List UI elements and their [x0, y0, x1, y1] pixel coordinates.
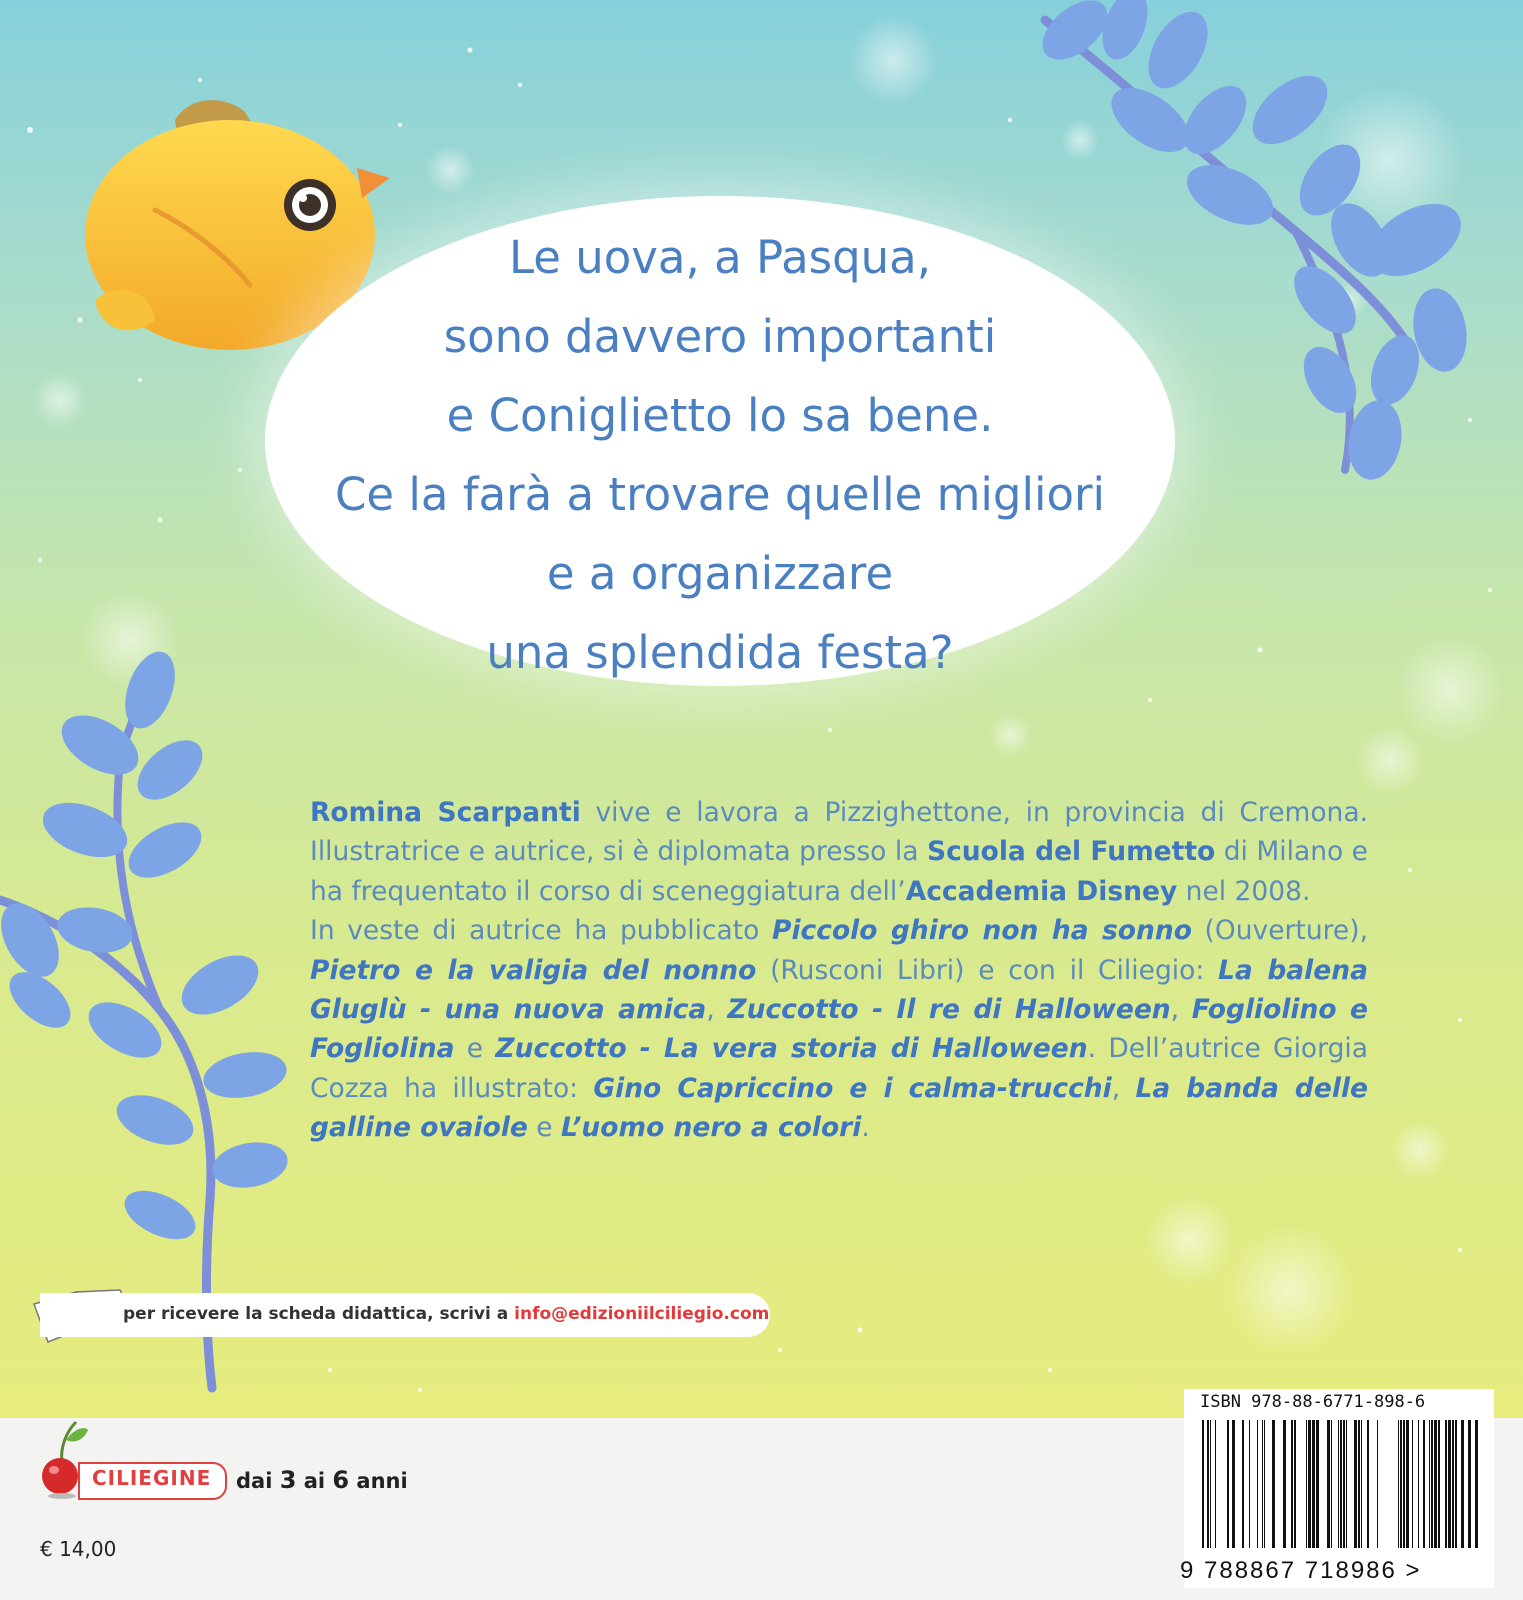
book-title: Pietro e la valigia del nonno [310, 954, 757, 986]
bio-text: . Dell’autrice Giorgia Cozza ha illustrato: [310, 1033, 1369, 1104]
age-max: 6 [332, 1466, 350, 1494]
book-title: Gino Capriccino e i calma-trucchi [593, 1072, 1112, 1104]
age-range [236, 1466, 408, 1494]
academy-name: Accademia Disney [905, 875, 1178, 907]
barcode-bar [1400, 1420, 1402, 1548]
age-min: 3 [279, 1466, 297, 1494]
barcode-bar [1232, 1420, 1235, 1548]
bio-paragraph-1 [310, 793, 1368, 911]
book-title: Piccolo ghiro non ha sonno [772, 915, 1192, 947]
barcode-bar [1423, 1420, 1425, 1548]
barcode-bar [1367, 1420, 1369, 1548]
barcode-bar [1398, 1420, 1399, 1548]
isbn-label: ISBN 978-88-6771-898-6 [1200, 1392, 1426, 1412]
book-title: La banda delle galline ovaiole [310, 1072, 1369, 1144]
barcode-bar [1406, 1420, 1409, 1548]
barcode-bar [1283, 1420, 1286, 1548]
barcode-bar [1354, 1420, 1357, 1548]
barcode-bar [1257, 1420, 1258, 1548]
bio-text: , [1170, 994, 1192, 1026]
barcode-bar [1327, 1420, 1330, 1548]
book-title: La balena Gluglù - una nuova amica [310, 954, 1368, 1026]
barcode-bar [1210, 1420, 1211, 1548]
bio-text: . [861, 1112, 870, 1144]
barcode-bar [1448, 1420, 1451, 1548]
barcode-bar [1262, 1420, 1263, 1548]
barcode-bar [1377, 1420, 1378, 1548]
barcode-bar [1242, 1420, 1244, 1548]
barcode-bar [1455, 1420, 1457, 1548]
barcode-bar [1227, 1420, 1229, 1548]
barcode-bar [1412, 1420, 1413, 1548]
school-name: Scuola del Fumetto [926, 836, 1216, 868]
barcode-bar [1438, 1420, 1440, 1548]
barcode-bar [1358, 1420, 1360, 1548]
series-name: CILIEGINE [92, 1466, 212, 1490]
barcode-bar [1343, 1420, 1345, 1548]
author-name: Romina Scarpanti [310, 797, 581, 828]
barcode-bar [1264, 1420, 1265, 1548]
ean-number: 9 788867 718986 > [1180, 1557, 1422, 1584]
barcode-bar [1308, 1420, 1311, 1548]
barcode-bar [1461, 1420, 1464, 1548]
bio-text: di Milano e ha frequentato il corso di sceneggiatura dell’ [310, 836, 1368, 907]
barcode-bar [1338, 1420, 1339, 1548]
book-title: L’uomo nero a colori [561, 1112, 862, 1144]
age-text: anni [349, 1469, 408, 1493]
bio-text: e [527, 1112, 562, 1144]
leaf-branch-left [0, 645, 291, 1388]
barcode-bar [1272, 1420, 1275, 1548]
barcode-bar [1331, 1420, 1332, 1548]
bio-text: (Ouverture), [1191, 915, 1368, 947]
barcode-bar [1418, 1420, 1419, 1548]
barcode-bar [1340, 1420, 1342, 1548]
bio-text: nel 2008. [1177, 875, 1311, 907]
age-text: ai [296, 1469, 333, 1493]
bio-text: , [706, 994, 728, 1026]
book-title: Fogliolino e Fogliolina [310, 994, 1368, 1065]
barcode-bar [1291, 1420, 1293, 1548]
bio-text: In veste di autrice ha pubblicato [310, 915, 773, 947]
contact-text: per ricevere la scheda didattica, scrivi a [123, 1304, 515, 1324]
bio-paragraph-2 [310, 911, 1368, 1147]
age-text: dai [236, 1469, 280, 1493]
barcode-bar [1429, 1420, 1430, 1548]
price: € 14,00 [40, 1537, 117, 1561]
barcode-bar [1207, 1420, 1209, 1548]
barcode-bar [1346, 1420, 1347, 1548]
barcode-bar [1403, 1420, 1405, 1548]
blurb-text [320, 218, 1120, 692]
barcode-bar [1434, 1420, 1437, 1548]
bio-text: e [454, 1033, 496, 1065]
barcode-bar [1294, 1420, 1296, 1548]
barcode-bar [1431, 1420, 1433, 1548]
bio-text: vive e lavora a Pizzighettone, in provincia di Cremona. Illustratrice e autrice, si è diplomata presso la [310, 797, 1368, 868]
barcode-bar [1306, 1420, 1307, 1548]
bio-text: , [1111, 1072, 1136, 1104]
blurb-line: sono davvero importanti [443, 310, 997, 363]
barcode-bar [1452, 1420, 1454, 1548]
barcode [1198, 1420, 1488, 1555]
barcode-bar [1316, 1420, 1319, 1548]
barcode-bar [1202, 1420, 1204, 1548]
barcode-bar [1312, 1420, 1315, 1548]
contact-email-link[interactable]: info@edizioniilciliegio.com [514, 1304, 770, 1324]
barcode-bar [1215, 1420, 1216, 1548]
barcode-bar [1475, 1420, 1478, 1548]
blurb-line: Le uova, a Pasqua, [508, 231, 932, 284]
blurb-line: una splendida festa? [486, 626, 954, 679]
book-title: Zuccotto - La vera storia di Halloween [495, 1033, 1088, 1065]
barcode-bar [1468, 1420, 1471, 1548]
blurb-line: Ce la farà a trovare quelle migliori [334, 468, 1106, 521]
barcode-bar [1445, 1420, 1447, 1548]
author-bio [310, 793, 1368, 1148]
book-title: Zuccotto - Il re di Halloween [727, 994, 1171, 1026]
contact-label [123, 1304, 769, 1324]
bio-text: (Rusconi Libri) e con il Ciliegio: [756, 954, 1219, 986]
blurb-line: e a organizzare [546, 547, 894, 600]
barcode-bar [1361, 1420, 1362, 1548]
blurb-line: e Coniglietto lo sa bene. [446, 389, 994, 442]
barcode-bar [1249, 1420, 1250, 1548]
